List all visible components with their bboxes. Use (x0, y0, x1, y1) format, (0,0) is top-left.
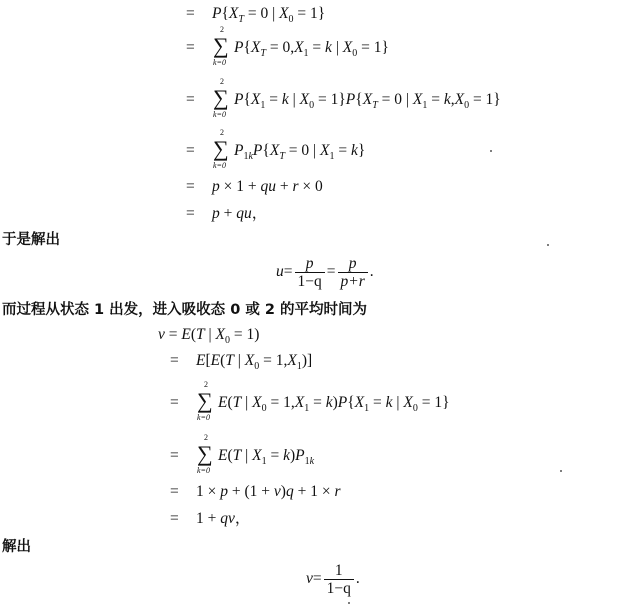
scan-speck (490, 150, 492, 152)
summation-symbol: 2 ∑ k=0 (197, 433, 213, 476)
eq-line-2: = 2 ∑ k=0 $P\{X_T = 0,X_1 = k$ | $X_0 = 1$} (186, 25, 389, 68)
eq-line-4: = 2 ∑ k=0 $P_{1k}P\{X_T = 0$ | $X_1 = k$} (186, 128, 366, 171)
u-formula: u= $\frac{p}{1-q}$ = $\frac{p}{p+r}$ . (276, 255, 374, 290)
v-line-5: = 1 × p + (1 + v)q + 1 × r (170, 483, 341, 500)
eq-line-5: = p × 1 + qu + r × 0 (186, 178, 323, 195)
summation-symbol: 2 ∑ k=0 (197, 380, 213, 423)
scan-speck (348, 602, 350, 604)
eq-line-6: = p + qu， (186, 205, 268, 222)
scan-speck (560, 470, 562, 472)
v-line-3: = 2 ∑ k=0 E(T | $X_0 = 1,X_1 = k)P\{X_1 = k$ | $X_0 = 1$} (170, 380, 450, 423)
text-solve-for: 于是解出 (2, 232, 60, 248)
text-process-from-state: 而过程从状态 1 出发，进入吸收态 0 或 2 的平均时间为 (2, 302, 368, 318)
v-line-6: = 1 + qv， (170, 510, 251, 527)
v-line-1: v = E(T | $X_0 = 1$) (158, 326, 260, 346)
eq-line-1: = $P\{X_T = 0$ | $X_0 = 1$} (186, 5, 326, 25)
v-line-2: = E[E(T | $X_0 = 1,X_1$)] (170, 352, 313, 372)
v-line-4: = 2 ∑ k=0 E(T | $X_1 = k)P_{1k}$ (170, 433, 315, 476)
eq-line-3: = 2 ∑ k=0 $P\{X_1 = k$ | $X_0 = 1\}P\{X_T = 0$ | $X_1 = k,X_0 = 1$} (186, 77, 501, 120)
summation-symbol: 2 ∑ k=0 (213, 25, 229, 68)
text-solve: 解出 (2, 539, 31, 555)
summation-symbol: 2 ∑ k=0 (213, 128, 229, 171)
scan-speck (547, 244, 549, 246)
summation-symbol: 2 ∑ k=0 (213, 77, 229, 120)
v-formula: v= $\frac{1}{1-q}$ . (306, 562, 360, 597)
